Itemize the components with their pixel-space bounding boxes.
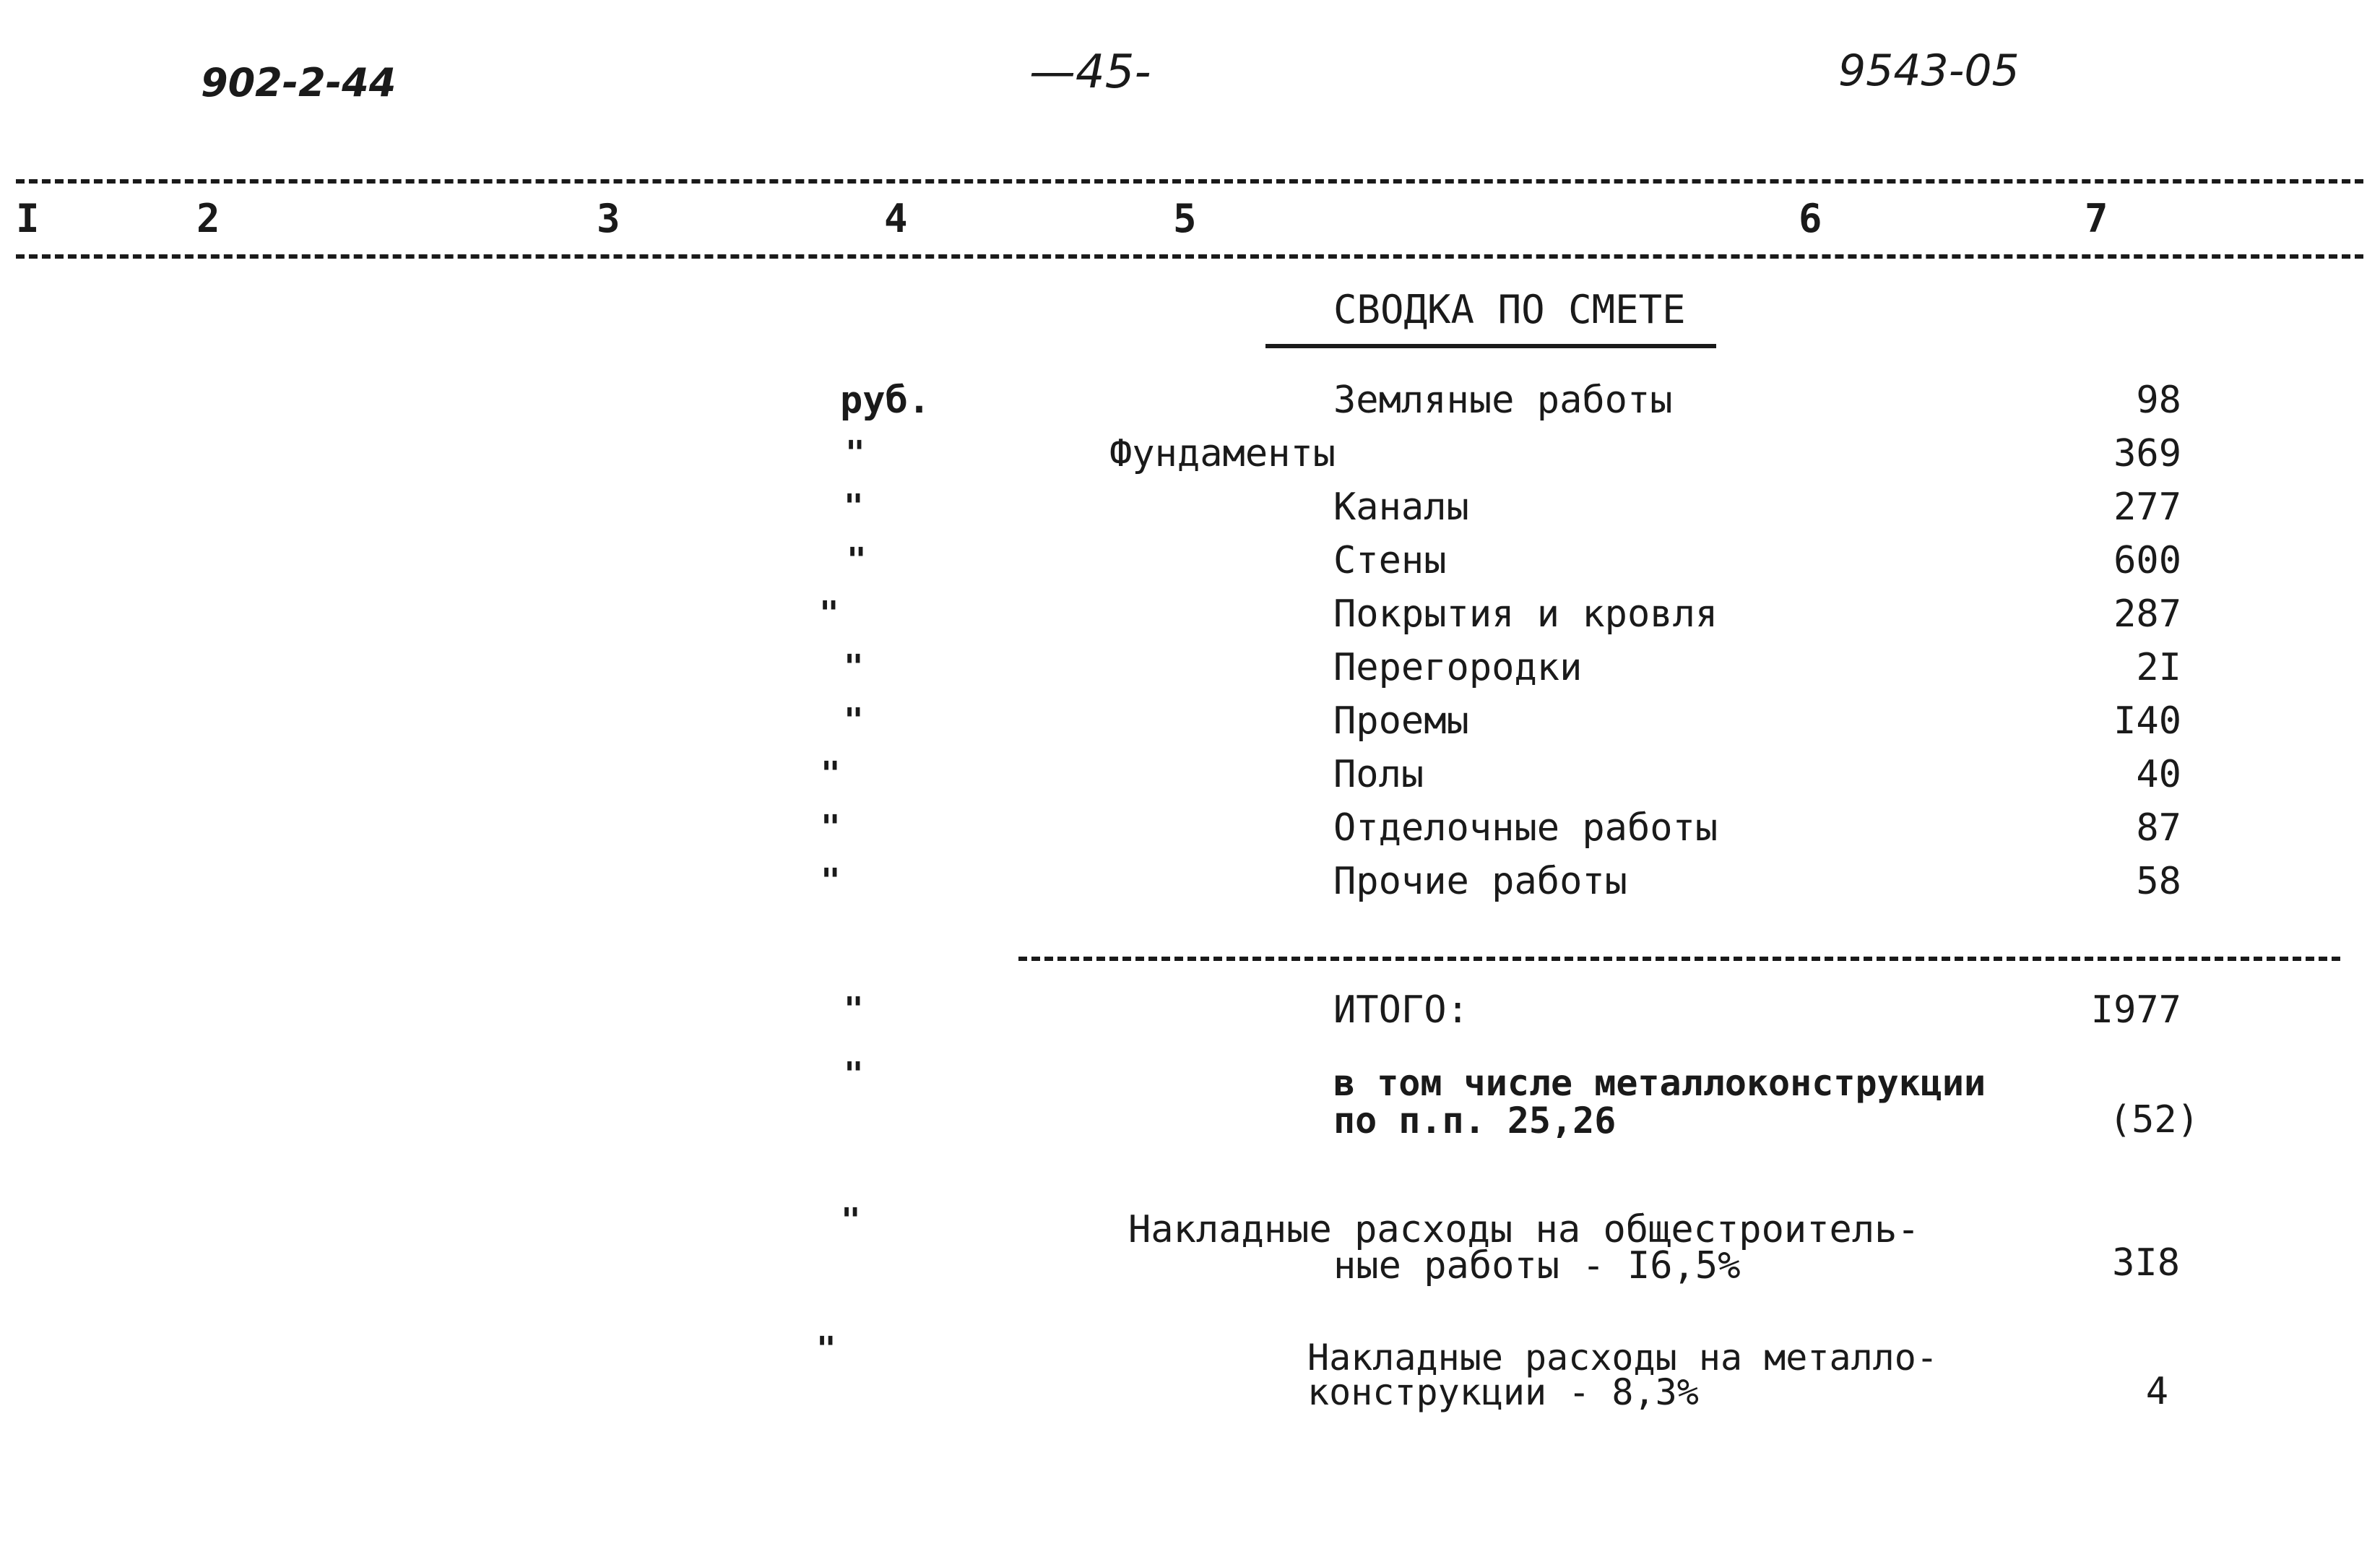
page-number: —45- — [1029, 46, 1151, 99]
overhead-metal-line2: конструкции - 8,3% — [1307, 1371, 1699, 1413]
ditto-mark: " — [844, 990, 864, 1029]
ditto-mark: " — [844, 487, 864, 526]
ditto-mark: " — [844, 1055, 864, 1094]
ditto-mark: " — [821, 861, 841, 900]
total-dashed-rule — [1018, 957, 2340, 961]
item-name: Фундаменты — [1109, 432, 1336, 475]
item-name: Проемы — [1333, 699, 1469, 743]
ditto-mark: " — [847, 540, 867, 579]
overhead-metal-line1: Накладные расходы на металло- — [1307, 1337, 1938, 1379]
overhead-general-line2: ные работы - I6,5% — [1333, 1244, 1741, 1288]
overhead-general-value: 3I8 — [2112, 1241, 2180, 1285]
ditto-mark: " — [819, 594, 839, 633]
column-header-3: 3 — [597, 196, 620, 241]
metal-structures-line2: по п.п. 25,26 — [1333, 1100, 1617, 1142]
item-name: Стены — [1333, 539, 1447, 582]
item-name: Прочие работы — [1333, 860, 1627, 903]
document-code: 902-2-44 — [201, 60, 397, 105]
item-value: 2I — [2136, 646, 2181, 689]
summary-title: СВОДКА ПО СМЕТЕ — [1333, 287, 1686, 332]
item-value: I40 — [2113, 699, 2181, 743]
ditto-mark: " — [821, 808, 841, 847]
column-header-5: 5 — [1173, 196, 1197, 241]
unit-label: руб. — [840, 379, 931, 422]
item-name: Земляные работы — [1333, 379, 1673, 422]
total-label: ИТОГО: — [1333, 988, 1469, 1032]
ditto-mark: " — [841, 1201, 861, 1240]
column-header-1: I — [16, 196, 40, 241]
sheet-code: 9543-05 — [1838, 46, 2020, 96]
column-header-2: 2 — [196, 196, 220, 241]
header-top-dashed-rule — [16, 179, 2363, 184]
item-value: 600 — [2113, 539, 2181, 582]
metal-structures-value: (52) — [2108, 1098, 2199, 1142]
item-name: Покрытия и кровля — [1333, 592, 1718, 636]
ditto-mark: " — [816, 1329, 836, 1368]
column-header-4: 4 — [884, 196, 908, 241]
item-name: Каналы — [1333, 486, 1469, 529]
ditto-mark: " — [845, 434, 865, 473]
item-value: 40 — [2136, 753, 2181, 796]
total-value: I977 — [2090, 988, 2181, 1032]
ditto-mark: " — [821, 754, 841, 793]
item-value: 369 — [2113, 432, 2181, 475]
item-value: 98 — [2136, 379, 2181, 422]
title-underline — [1265, 344, 1716, 348]
overhead-general-line1: Накладные расходы на общестроитель- — [1128, 1208, 1920, 1251]
column-header-7: 7 — [2085, 196, 2108, 241]
item-value: 287 — [2113, 592, 2181, 636]
item-name: Полы — [1333, 753, 1424, 796]
metal-structures-line1: в том числе металлоконструкции — [1333, 1062, 1986, 1104]
ditto-mark: " — [844, 647, 864, 686]
item-name: Перегородки — [1333, 646, 1583, 689]
item-value: 87 — [2136, 806, 2181, 850]
column-header-6: 6 — [1799, 196, 1822, 241]
overhead-metal-value: 4 — [2145, 1370, 2168, 1413]
header-bottom-dashed-rule — [16, 254, 2363, 259]
item-name: Отделочные работы — [1333, 806, 1718, 850]
ditto-mark: " — [844, 701, 864, 740]
item-value: 58 — [2136, 860, 2181, 903]
item-value: 277 — [2113, 486, 2181, 529]
